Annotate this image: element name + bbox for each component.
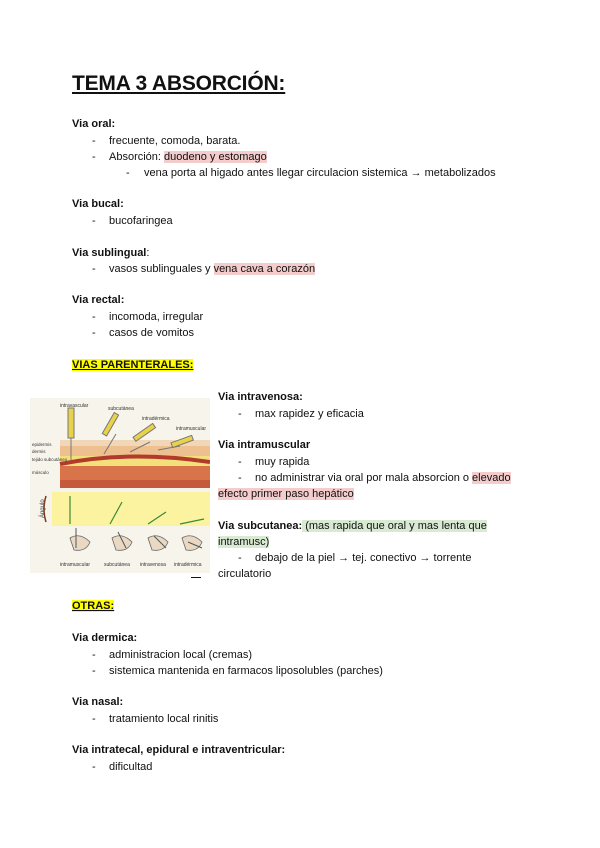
oral-sub-item-1-text: vena porta al higado antes llegar circulacion sistemica → metabolizados (144, 167, 496, 179)
bullet: - (92, 713, 96, 725)
rectal-item-2-text: casos de vomitos (109, 327, 194, 339)
bullet: - (92, 761, 96, 773)
illus-bottom-subcutanea: subcutánea (104, 562, 130, 568)
nasal-item-1-text: tratamiento local rinitis (109, 713, 219, 725)
dermica-item-2-text: sistemica mantenida en farmacos liposolubles (parches) (109, 665, 383, 677)
otras-heading-text: OTRAS: (72, 600, 115, 612)
subcutanea-heading (218, 519, 487, 533)
sublingual-item-1-prefix: vasos sublinguales y (109, 263, 214, 275)
intratecal-heading: Via intratecal, epidural e intraventricular: (72, 744, 286, 756)
sublingual-heading-text: Via sublingual (72, 247, 147, 259)
intramuscular-item-2-hl2: efecto primer paso hepático (218, 488, 354, 500)
sublingual-item-1-highlight: vena cava a corazón (213, 263, 316, 275)
subcutanea-note-2: intramusc) (218, 536, 270, 548)
sublingual-item-1-text (109, 262, 315, 276)
dermica-item-1 (92, 648, 253, 662)
injection-routes-illustration (30, 398, 210, 573)
intravenosa-item-1-text: max rapidez y eficacia (255, 408, 364, 420)
subcutanea-note-cont (218, 535, 269, 549)
parenterales-heading (72, 359, 193, 371)
dermica-heading: Via dermica: (72, 632, 138, 644)
nasal-item-1 (92, 712, 219, 726)
bullet: - (238, 472, 242, 484)
bullet: - (92, 649, 96, 661)
intramuscular-item-2-hl1: elevado (472, 472, 511, 484)
bucal-item-1-text: bucofaringea (109, 215, 173, 227)
bullet: - (238, 408, 242, 420)
small-rule (191, 577, 201, 578)
bullet: - (92, 311, 96, 323)
bullet: - (238, 552, 242, 564)
bucal-heading: Via bucal: (72, 198, 124, 210)
rectal-heading: Via rectal: (72, 294, 125, 306)
bullet: - (92, 215, 96, 227)
oral-item-1-text: frecuente, comoda, barata. (109, 135, 241, 147)
subcutanea-heading-text: Via subcutanea: (218, 520, 303, 532)
intramuscular-item-2-cont (218, 487, 354, 501)
sublingual-heading-suffix: : (146, 247, 150, 259)
subcutanea-note-1: (mas rapida que oral y mas lenta que (302, 520, 487, 532)
illus-bottom-intradermica: intradérmica (174, 562, 202, 568)
oral-item-1 (92, 134, 241, 148)
intramuscular-item-1-text: muy rapida (255, 456, 310, 468)
intramuscular-item-2-prefix: no administrar via oral por mala absorcion o (255, 472, 473, 484)
illus-label-intradermica: intradérmica (142, 416, 170, 422)
illus-bottom-intravenosa: intravenosa (140, 562, 166, 568)
oral-item-2-prefix: Absorción: (109, 151, 165, 163)
bullet: - (92, 135, 96, 147)
parenterales-heading-text: VIAS PARENTERALES: (72, 359, 194, 371)
otras-heading (72, 600, 114, 612)
nasal-heading: Via nasal: (72, 696, 124, 708)
sublingual-heading (72, 246, 149, 260)
bullet: - (92, 327, 96, 339)
bullet: - (92, 263, 96, 275)
sublingual-item-1 (92, 262, 316, 276)
bullet: - (238, 456, 242, 468)
bucal-item-1 (92, 214, 173, 228)
bullet: - (126, 167, 130, 179)
intratecal-item-1 (92, 760, 153, 774)
bullet: - (92, 665, 96, 677)
oral-sub-item-1 (126, 166, 496, 180)
illus-label-intramuscular: intramuscular (176, 426, 207, 432)
rectal-item-2 (92, 326, 194, 340)
page-title: TEMA 3 ABSORCIÓN: (72, 72, 286, 95)
illus-label-epidermis: epidermis (32, 442, 52, 447)
oral-item-2-text (109, 150, 267, 164)
subcutanea-item-1-cont: circulatorio (218, 568, 272, 580)
intratecal-item-1-text: dificultad (109, 761, 153, 773)
illus-label-tejido: tejido subcutáneo (32, 457, 68, 462)
illus-label-angulo: Ángulo (40, 499, 46, 518)
intramuscular-item-1 (238, 455, 310, 469)
subcutanea-item-1 (238, 551, 472, 565)
illus-label-musculo: músculo (32, 470, 49, 475)
rectal-item-1-text: incomoda, irregular (109, 311, 204, 323)
illus-label-subcutanea: subcutánea (108, 406, 134, 412)
subcutanea-item-1-text: debajo de la piel → tej. conectivo → torrente (255, 552, 472, 564)
intravenosa-item-1 (238, 407, 364, 421)
dermica-item-2 (92, 664, 383, 678)
intramuscular-item-2 (238, 471, 511, 485)
injection-diagram-svg (30, 398, 210, 573)
illus-label-intravascular: intravascular (60, 403, 89, 409)
oral-heading: Via oral: (72, 118, 116, 130)
illus-bottom-intramuscular: intramuscular (60, 562, 91, 568)
rectal-item-1 (92, 310, 204, 324)
dermica-item-1-text: administracion local (cremas) (109, 649, 253, 661)
intravenosa-heading: Via intravenosa: (218, 391, 303, 403)
illus-label-dermis: dermis (32, 449, 46, 454)
bullet: - (92, 151, 96, 163)
oral-item-2-highlight: duodeno y estomago (164, 151, 267, 163)
intramuscular-heading: Via intramuscular (218, 439, 311, 451)
oral-item-2 (92, 150, 267, 164)
intramuscular-item-2-text (255, 471, 511, 485)
